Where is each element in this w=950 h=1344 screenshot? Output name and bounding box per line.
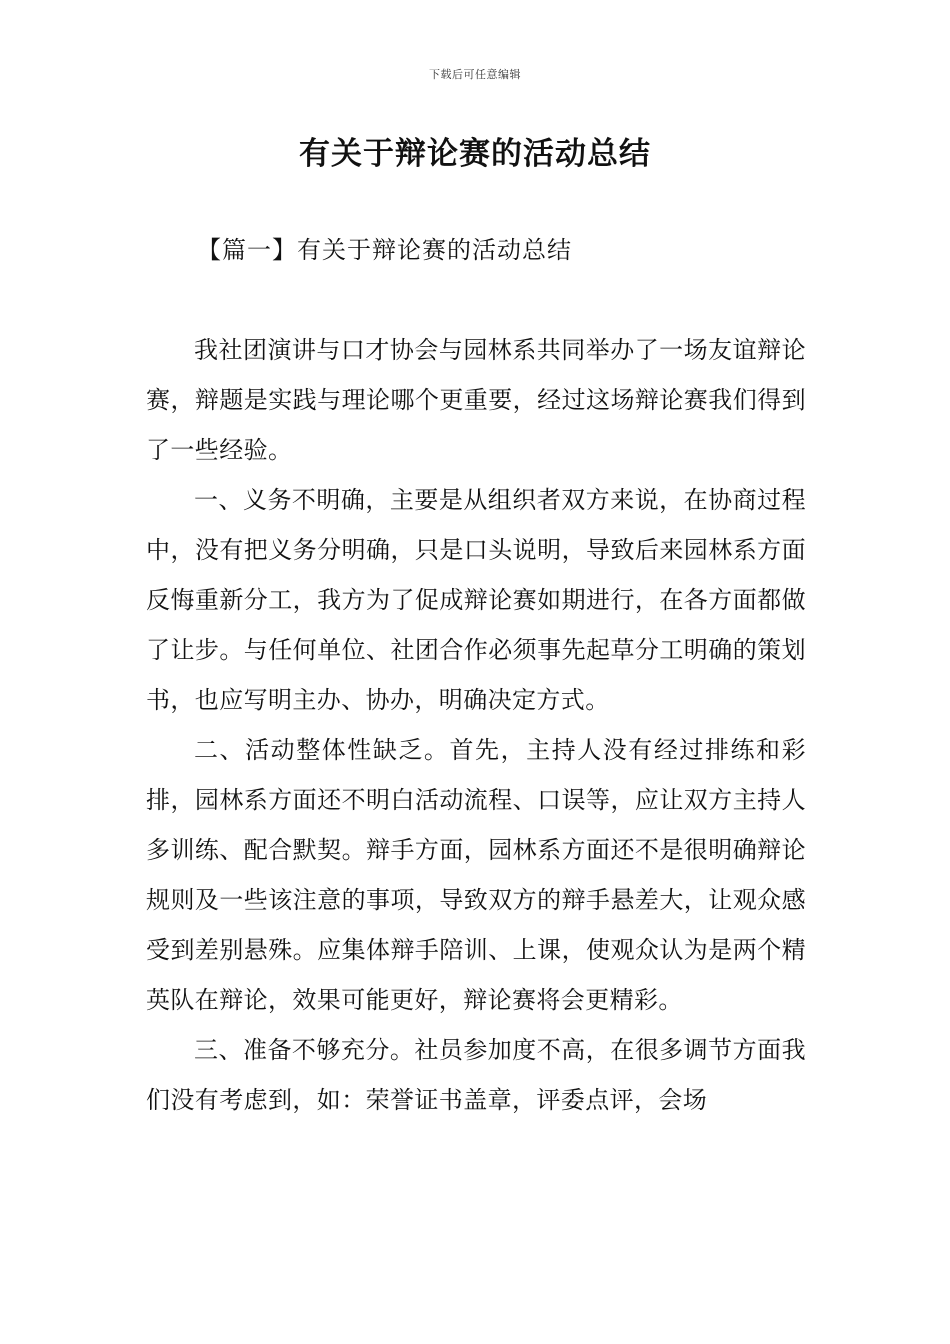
paragraph-point-3: 三、准备不够充分。社员参加度不高，在很多调节方面我们没有考虑到，如：荣誉证书盖章，评委点评，会场 <box>146 1036 806 1114</box>
paragraph-intro: 我社团演讲与口才协会与园林系共同举办了一场友谊辩论赛，辩题是实践与理论哪个更重要，经过这场辩论赛我们得到了一些经验。 <box>146 336 806 464</box>
paragraph-point-2: 二、活动整体性缺乏。首先，主持人没有经过排练和彩排，园林系方面还不明白活动流程、口误等，应让双方主持人多训练、配合默契。辩手方面，园林系方面还不是很明确辩论规则及一些该注意的事项，导致双方的辩手悬差大，让观众感受到差别悬殊。应集体辩手陪训、上课，使观众认为是两个精英队在辩论，效果可能更好，辩论赛将会更精彩。 <box>146 736 806 1014</box>
document-body <box>146 325 806 1125</box>
section-heading: 【篇一】有关于辩论赛的活动总结 <box>197 236 572 264</box>
header-note: 下载后可任意编辑 <box>429 68 521 81</box>
document-title: 有关于辩论赛的活动总结 <box>299 136 651 172</box>
paragraph-point-1: 一、义务不明确，主要是从组织者双方来说，在协商过程中，没有把义务分明确，只是口头说明，导致后来园林系方面反悔重新分工，我方为了促成辩论赛如期进行，在各方面都做了让步。与任何单位、社团合作必须事先起草分工明确的策划书，也应写明主办、协办，明确决定方式。 <box>146 486 806 714</box>
